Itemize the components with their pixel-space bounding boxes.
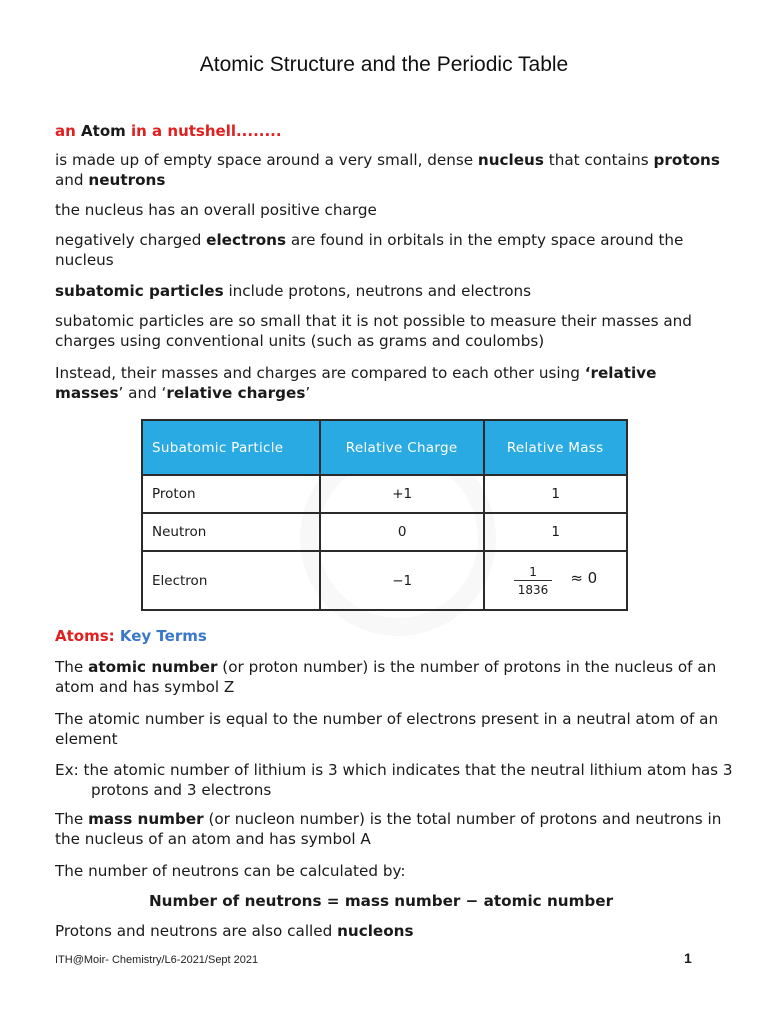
heading-word-atoms: Atoms:	[55, 627, 115, 645]
paragraph-subatomic-size: subatomic particles are so small that it is not possible to measure their masses and charges using conventional units (such as grams and coulombs)	[55, 312, 692, 350]
paragraph-subatomic	[55, 281, 725, 301]
section-heading-key-terms	[55, 626, 725, 646]
text: The	[55, 658, 89, 676]
fraction	[514, 565, 552, 597]
table-cell: 0	[320, 513, 484, 551]
page-title: Atomic Structure and the Periodic Table	[199, 53, 569, 76]
text: is made up of empty space around a very small, dense	[55, 151, 478, 169]
approx-value: ≈ 0	[570, 568, 598, 587]
heading-word-atom: Atom	[81, 122, 126, 140]
bold-term: nucleus	[477, 151, 544, 169]
section-heading-atom	[55, 121, 725, 141]
paragraph-lithium-example: Ex: the atomic number of lithium is 3 which indicates that the neutral lithium atom has 3 protons and 3 electrons	[55, 761, 733, 799]
table-cell: 1	[484, 513, 627, 551]
fraction-denominator: 1836	[517, 582, 549, 597]
table-cell: Proton	[142, 475, 320, 513]
text: ’	[305, 384, 311, 402]
text: and	[55, 171, 89, 189]
text: (or proton number) is the number of protons in the nucleus of an atom and has symbol Z	[55, 658, 717, 696]
text: (or nucleon number) is the total number of protons and neutrons in the nucleus of an atom and has symbol A	[55, 810, 722, 848]
bold-term: relative charges	[166, 384, 306, 402]
bold-term: electrons	[206, 231, 287, 249]
bold-term: protons	[653, 151, 720, 169]
text: ’ and ‘	[118, 384, 167, 402]
bold-term: atomic number	[88, 658, 218, 676]
text: that contains	[543, 151, 654, 169]
table-cell: −1	[320, 551, 484, 610]
paragraph-atomic-number	[55, 657, 725, 697]
text: The	[55, 810, 89, 828]
table-row	[142, 475, 627, 513]
table-cell-fraction	[484, 551, 627, 610]
paragraph-mass-number	[55, 809, 725, 849]
paragraph-relative	[55, 363, 725, 403]
bold-term: neutrons	[88, 171, 166, 189]
text: are found in orbitals in the empty space around the nucleus	[55, 231, 684, 269]
bold-term: mass number	[88, 810, 204, 828]
table-header-row	[142, 420, 627, 475]
heading-word-an: an	[55, 122, 76, 140]
table-row	[142, 513, 627, 551]
heading-word-nutshell: in a nutshell........	[131, 122, 282, 140]
column-header: Relative Mass	[484, 420, 627, 475]
bold-term: ‘relative masses	[55, 364, 657, 402]
bold-term: nucleons	[337, 922, 414, 940]
table-row	[142, 551, 627, 610]
paragraph-neutron-calc: The number of neutrons can be calculated by:	[55, 862, 406, 880]
text: Protons and neutrons are also called	[55, 922, 338, 940]
text: negatively charged	[55, 231, 207, 249]
column-header: Subatomic Particle	[142, 420, 320, 475]
subatomic-particle-table	[141, 419, 628, 611]
neutron-formula: Number of neutrons = mass number − atomic number	[148, 892, 614, 910]
column-header: Relative Charge	[320, 420, 484, 475]
table-cell: 1	[484, 475, 627, 513]
text: include protons, neutrons and electrons	[223, 282, 532, 300]
text: Instead, their masses and charges are compared to each other using	[55, 364, 585, 382]
bold-term: subatomic particles	[55, 282, 224, 300]
paragraph-nucleus-charge: the nucleus has an overall positive charge	[55, 201, 377, 219]
table-cell: +1	[320, 475, 484, 513]
paragraph-electrons	[55, 230, 725, 270]
paragraph-atomic-number-electrons: The atomic number is equal to the number of electrons present in a neutral atom of an element	[55, 710, 719, 748]
fraction-numerator: 1	[529, 564, 537, 579]
paragraph-nucleons	[55, 921, 725, 941]
heading-word-key-terms: Key Terms	[119, 627, 207, 645]
page-number: 1	[684, 950, 692, 966]
table-cell: Electron	[142, 551, 320, 610]
paragraph-atom-structure	[55, 150, 725, 190]
table-cell: Neutron	[142, 513, 320, 551]
footer-text: ITH@Moir- Chemistry/L6-2021/Sept 2021	[55, 954, 259, 966]
